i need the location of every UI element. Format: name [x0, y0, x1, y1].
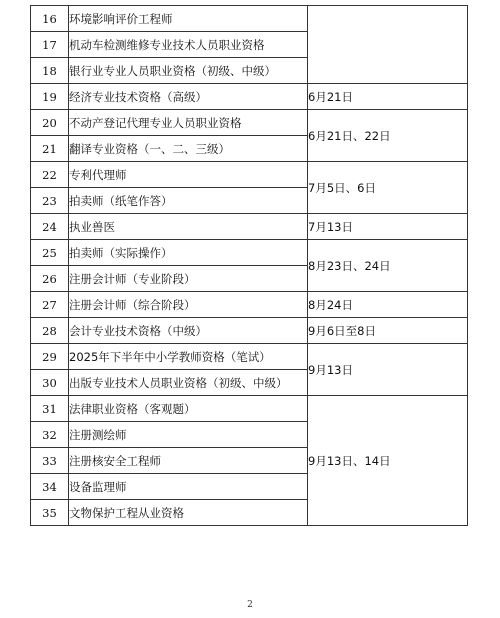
- exam-date: 9月6日至8日: [308, 318, 468, 344]
- row-number: 35: [31, 500, 69, 526]
- exam-name: 文物保护工程从业资格: [69, 500, 308, 526]
- row-number: 21: [31, 136, 69, 162]
- exam-date: 7月13日: [308, 214, 468, 240]
- row-number: 19: [31, 84, 69, 110]
- row-number: 31: [31, 396, 69, 422]
- exam-name: 出版专业技术人员职业资格（初级、中级）: [69, 370, 308, 396]
- exam-name: 翻译专业资格（一、二、三级）: [69, 136, 308, 162]
- row-number: 28: [31, 318, 69, 344]
- exam-name: 拍卖师（纸笔作答）: [69, 188, 308, 214]
- row-number: 24: [31, 214, 69, 240]
- exam-date: 6月21日、22日: [308, 110, 468, 162]
- exam-date: 6月21日: [308, 84, 468, 110]
- exam-name: 经济专业技术资格（高级）: [69, 84, 308, 110]
- table-row: [31, 214, 468, 240]
- exam-name: 注册测绘师: [69, 422, 308, 448]
- exam-name: 注册核安全工程师: [69, 448, 308, 474]
- table-row: [31, 396, 468, 422]
- table-row: [31, 318, 468, 344]
- exam-name: 注册会计师（专业阶段）: [69, 266, 308, 292]
- exam-name: 不动产登记代理专业人员职业资格: [69, 110, 308, 136]
- exam-name: 银行业专业人员职业资格（初级、中级）: [69, 58, 308, 84]
- exam-schedule-table: [30, 5, 468, 526]
- row-number: 20: [31, 110, 69, 136]
- row-number: 32: [31, 422, 69, 448]
- exam-name: 拍卖师（实际操作）: [69, 240, 308, 266]
- row-number: 29: [31, 344, 69, 370]
- exam-name: 会计专业技术资格（中级）: [69, 318, 308, 344]
- row-number: 22: [31, 162, 69, 188]
- exam-name: 环境影响评价工程师: [69, 6, 308, 32]
- table-row: [31, 344, 468, 370]
- row-number: 27: [31, 292, 69, 318]
- exam-date: 8月23日、24日: [308, 240, 468, 292]
- exam-name: 注册会计师（综合阶段）: [69, 292, 308, 318]
- table-row: [31, 292, 468, 318]
- table-row: [31, 110, 468, 136]
- exam-date: 7月5日、6日: [308, 162, 468, 214]
- table-row: [31, 240, 468, 266]
- exam-name: 机动车检测维修专业技术人员职业资格: [69, 32, 308, 58]
- exam-name: 2025年下半年中小学教师资格（笔试）: [69, 344, 308, 370]
- table-row: [31, 6, 468, 32]
- table-row: [31, 84, 468, 110]
- exam-name: 专利代理师: [69, 162, 308, 188]
- exam-date: 8月24日: [308, 292, 468, 318]
- row-number: 23: [31, 188, 69, 214]
- table-row: [31, 162, 468, 188]
- row-number: 16: [31, 6, 69, 32]
- row-number: 17: [31, 32, 69, 58]
- exam-name: 设备监理师: [69, 474, 308, 500]
- exam-date: 9月13日、14日: [308, 396, 468, 526]
- page-number: 2: [247, 600, 253, 610]
- exam-name: 法律职业资格（客观题）: [69, 396, 308, 422]
- exam-date: [308, 6, 468, 84]
- row-number: 25: [31, 240, 69, 266]
- exam-date: 9月13日: [308, 344, 468, 396]
- row-number: 34: [31, 474, 69, 500]
- row-number: 33: [31, 448, 69, 474]
- row-number: 18: [31, 58, 69, 84]
- exam-name: 执业兽医: [69, 214, 308, 240]
- row-number: 26: [31, 266, 69, 292]
- row-number: 30: [31, 370, 69, 396]
